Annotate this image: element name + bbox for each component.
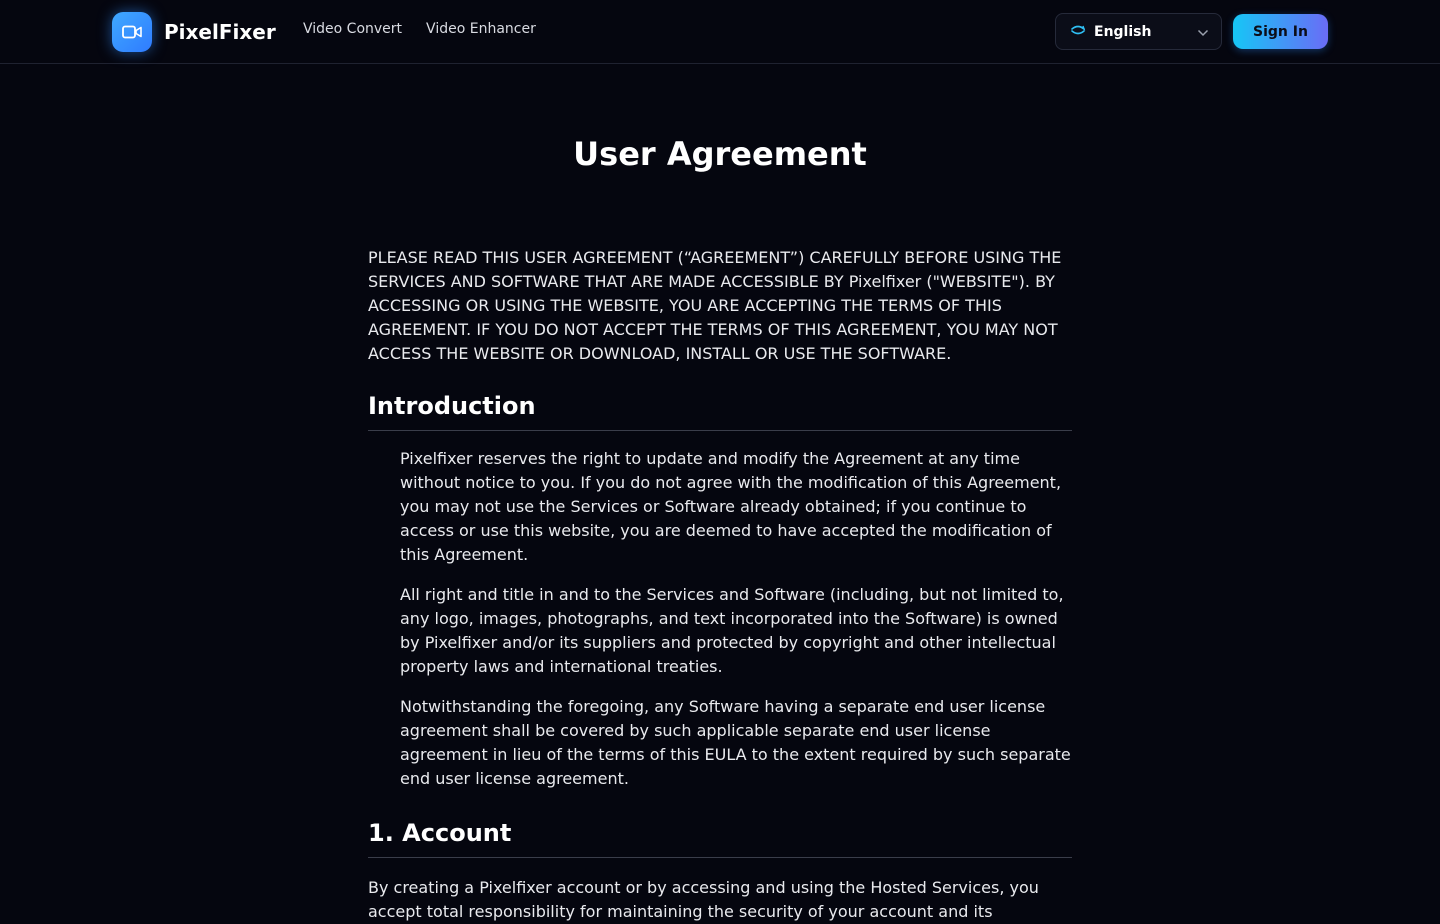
language-value: English [1094,23,1152,40]
brand-logo[interactable] [112,12,276,52]
main-nav [303,21,560,37]
translate-icon [1070,22,1086,41]
introduction-paragraph: All right and title in and to the Services and Software (including, but not limited to, any logo, images, photographs, and text incorporated into the Software) is owned by Pixelfixer and/or its suppliers and protected by copyright and other intellectual property laws and international treaties. [400,585,1064,676]
sign-in-button[interactable]: Sign In [1233,14,1328,49]
language-select[interactable] [1055,13,1222,50]
account-paragraph: By creating a Pixelfixer account or by accessing and using the Hosted Services, you accept total responsibility for maintaining the security of your account and its [368,878,1039,921]
site-header [0,0,1440,64]
section-heading-account: 1. Account [368,817,1072,858]
introduction-body [400,447,1072,791]
section-heading-introduction: Introduction [368,390,1072,431]
brand-name: PixelFixer [164,20,276,44]
chevron-down-icon [1197,22,1209,41]
introduction-paragraph: Pixelfixer reserves the right to update and modify the Agreement at any time without notice to you. If you do not agree with the modification of this Agreement, you may not use the Services or Software already obtained; if you continue to access or use this website, you are deemed to have accepted the modification of this Agreement. [400,449,1062,564]
nav-video-enhancer[interactable]: Video Enhancer [426,21,536,37]
video-camera-icon [112,12,152,52]
introduction-paragraph: Notwithstanding the foregoing, any Software having a separate end user license agreement shall be covered by such applicable separate end user license agreement in lieu of the terms of this EULA to the extent required by such separate end user license agreement. [400,697,1071,788]
nav-video-convert[interactable]: Video Convert [303,21,403,37]
intro-paragraph: PLEASE READ THIS USER AGREEMENT (“AGREEMENT”) CAREFULLY BEFORE USING THE SERVICES AND SOFTWARE THAT ARE MADE ACCESSIBLE BY Pixelfixer ("WEBSITE"). BY ACCESSING OR USING THE WEBSITE, YOU ARE ACCEPTING THE TERMS OF THIS AGREEMENT. IF YOU DO NOT ACCEPT THE TERMS OF THIS AGREEMENT, YOU MAY NOT ACCESS THE WEBSITE OR DOWNLOAD, INSTALL OR USE THE SOFTWARE. [368,248,1062,363]
page-title: User Agreement [573,135,867,173]
agreement-content [368,64,1072,924]
